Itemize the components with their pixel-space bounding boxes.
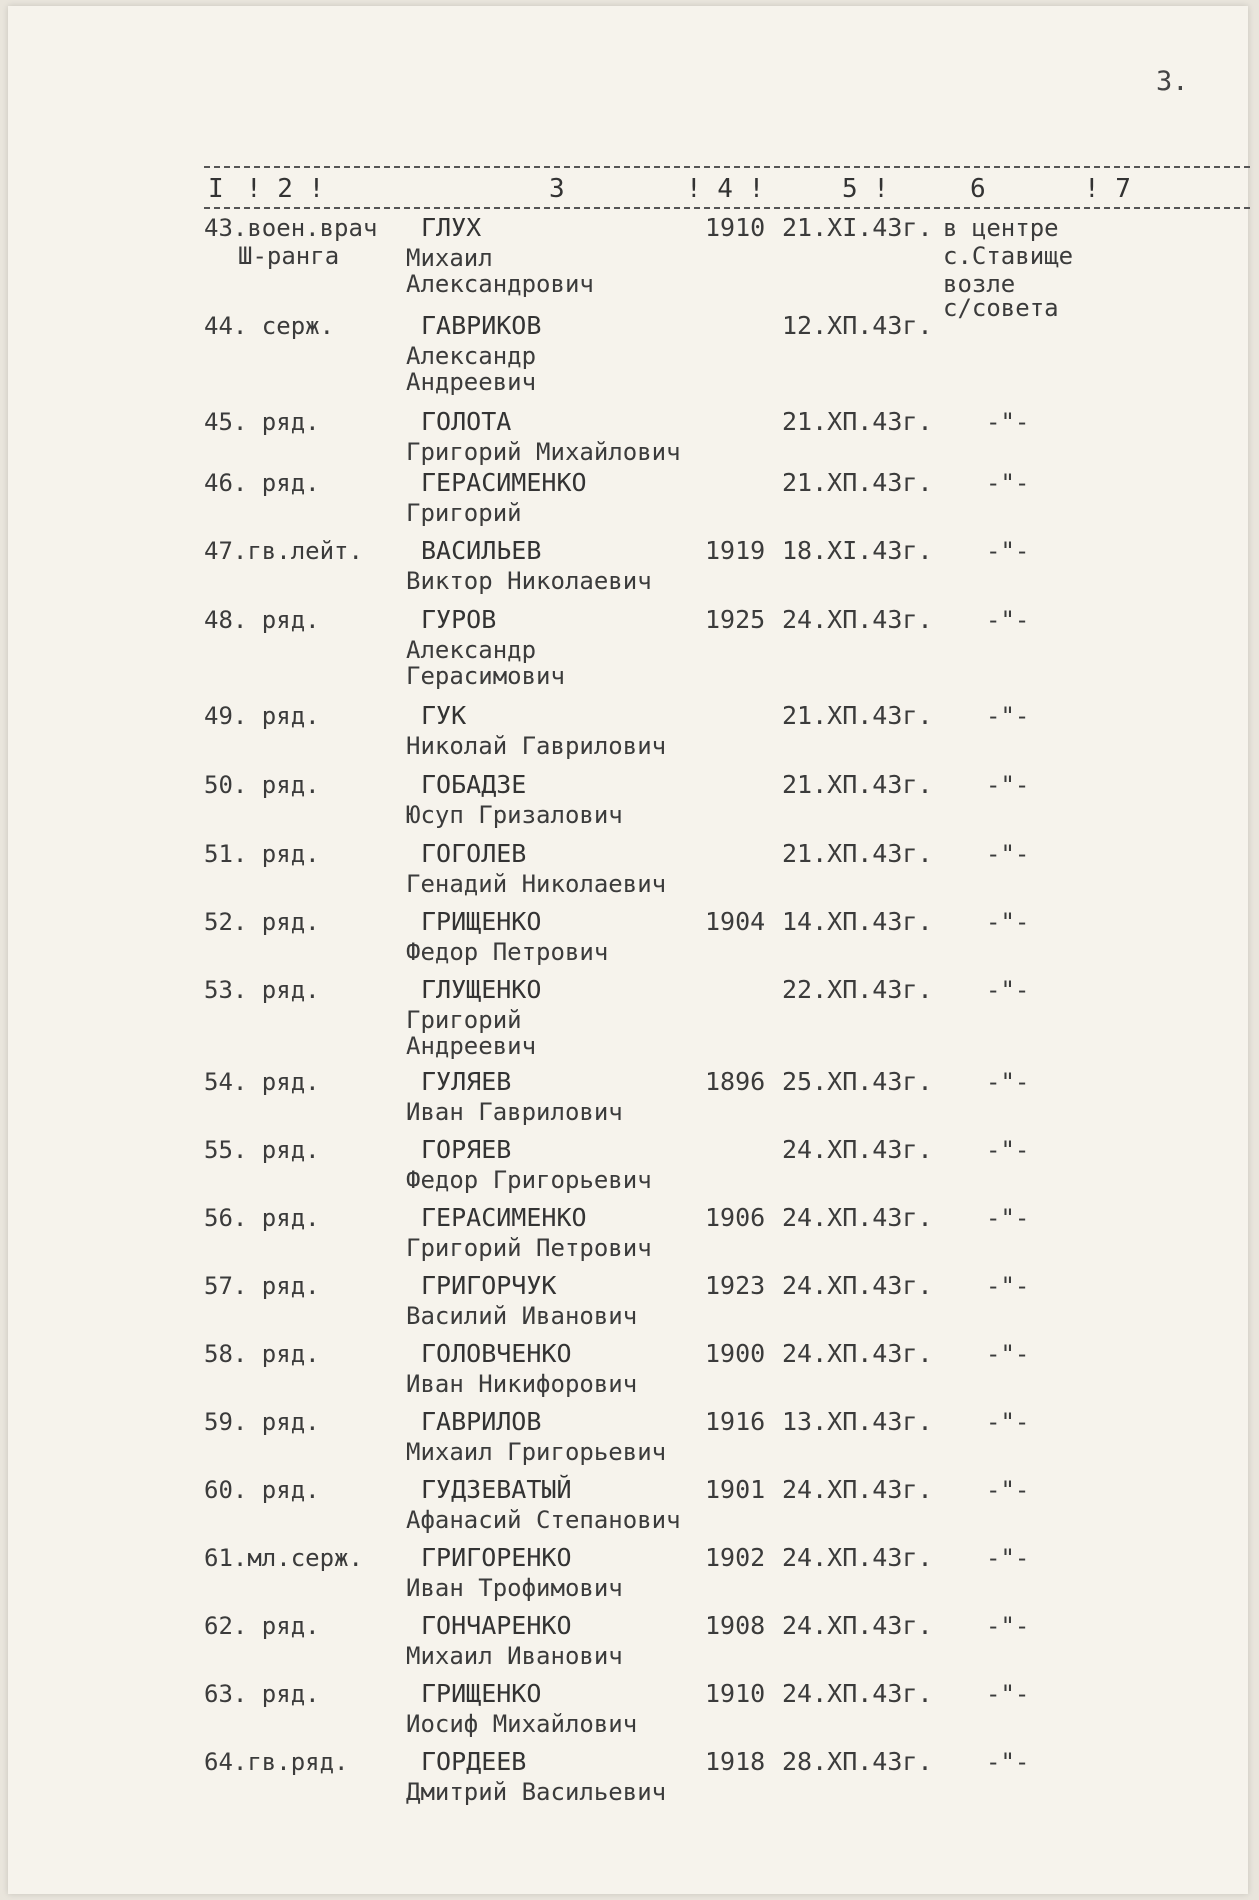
surname: ГОЛОВЧЕНКО	[421, 1339, 572, 1368]
row-number-rank: 64.гв.ряд.	[204, 1748, 349, 1776]
death-date: 24.ХП.43г.	[782, 1679, 933, 1708]
header-col5: 5 !	[842, 174, 889, 204]
given-name: Григорий	[406, 499, 522, 527]
birth-year: 1900	[705, 1339, 766, 1368]
birth-year: 1923	[705, 1271, 766, 1300]
surname: ГРИЩЕНКО	[421, 1679, 542, 1708]
surname: ГУЛЯЕВ	[421, 1067, 512, 1096]
death-date: 24.ХП.43г.	[782, 1543, 933, 1572]
given-name: Александр	[406, 636, 537, 664]
row-number-rank: 53. ряд.	[204, 976, 320, 1004]
ditto-mark: -"-	[986, 1612, 1030, 1640]
header-col6: 6	[970, 174, 986, 204]
ditto-mark: -"-	[986, 1204, 1030, 1232]
surname: ГОЛОТА	[421, 407, 512, 436]
page-number: 3.	[1156, 66, 1189, 97]
given-name: Федор Григорьевич	[406, 1166, 652, 1194]
given-name: Василий Иванович	[406, 1302, 638, 1330]
table-header-rule	[204, 207, 1250, 209]
death-date: 25.ХП.43г.	[782, 1067, 933, 1096]
row-number-rank: 55. ряд.	[204, 1136, 320, 1164]
surname: ГОНЧАРЕНКО	[421, 1611, 572, 1640]
burial-place-line: с/совета	[943, 294, 1059, 322]
given-name: Николай Гаврилович	[406, 732, 667, 760]
ditto-mark: -"-	[986, 976, 1030, 1004]
surname: ГАВРИКОВ	[421, 311, 542, 340]
row-number-rank: 45. ряд.	[204, 408, 320, 436]
ditto-mark: -"-	[986, 1544, 1030, 1572]
given-name: Михаил Григорьевич	[406, 1438, 667, 1466]
ditto-mark: -"-	[986, 1136, 1030, 1164]
ditto-mark: -"-	[986, 1748, 1030, 1776]
ditto-mark: -"-	[986, 840, 1030, 868]
row-number-rank: 47.гв.лейт.	[204, 537, 363, 565]
row-number-rank: 57. ряд.	[204, 1272, 320, 1300]
surname: ГЕРАСИМЕНКО	[421, 1203, 587, 1232]
given-name: Александр	[406, 342, 537, 370]
header-col3: 3	[549, 174, 565, 204]
death-date: 14.ХП.43г.	[782, 907, 933, 936]
given-name: Федор Петрович	[406, 938, 609, 966]
death-date: 21.ХП.43г.	[782, 839, 933, 868]
burial-place-line: в центре	[943, 214, 1059, 242]
death-date: 24.ХП.43г.	[782, 1271, 933, 1300]
given-name: Афанасий Степанович	[406, 1506, 681, 1534]
death-date: 21.ХП.43г.	[782, 770, 933, 799]
death-date: 24.ХП.43г.	[782, 1339, 933, 1368]
row-number-rank: 56. ряд.	[204, 1204, 320, 1232]
death-date: 24.ХП.43г.	[782, 1475, 933, 1504]
birth-year: 1904	[705, 907, 766, 936]
ditto-mark: -"-	[986, 771, 1030, 799]
given-name: Иосиф Михайлович	[406, 1710, 638, 1738]
row-number-rank: 54. ряд.	[204, 1068, 320, 1096]
patronymic: Александрович	[406, 270, 594, 298]
ditto-mark: -"-	[986, 1408, 1030, 1436]
patronymic: Андреевич	[406, 1032, 537, 1060]
given-name: Юсуп Гризалович	[406, 801, 623, 829]
surname: ГОРДЕЕВ	[421, 1747, 527, 1776]
death-date: 21.ХП.43г.	[782, 701, 933, 730]
birth-year: 1925	[705, 605, 766, 634]
given-name: Иван Трофимович	[406, 1574, 623, 1602]
document-page	[8, 6, 1248, 1894]
death-date: 24.ХП.43г.	[782, 1135, 933, 1164]
death-date: 13.ХП.43г.	[782, 1407, 933, 1436]
ditto-mark: -"-	[986, 408, 1030, 436]
birth-year: 1916	[705, 1407, 766, 1436]
given-name: Иван Никифорович	[406, 1370, 638, 1398]
ditto-mark: -"-	[986, 908, 1030, 936]
birth-year: 1908	[705, 1611, 766, 1640]
header-col2: ! 2 !	[246, 174, 325, 204]
surname: ГЛУХ	[421, 213, 482, 242]
row-number-rank: 51. ряд.	[204, 840, 320, 868]
surname: ГОРЯЕВ	[421, 1135, 512, 1164]
ditto-mark: -"-	[986, 702, 1030, 730]
ditto-mark: -"-	[986, 1476, 1030, 1504]
surname: ГУДЗЕВАТЫЙ	[421, 1475, 572, 1504]
birth-year: 1910	[705, 1679, 766, 1708]
surname: ГОБАДЗЕ	[421, 770, 527, 799]
given-name: Григорий Петрович	[406, 1234, 652, 1262]
given-name: Генадий Николаевич	[406, 870, 667, 898]
ditto-mark: -"-	[986, 1680, 1030, 1708]
death-date: 21.ХП.43г.	[782, 407, 933, 436]
row-number-rank: 52. ряд.	[204, 908, 320, 936]
header-col1: I	[208, 174, 224, 204]
ditto-mark: -"-	[986, 1068, 1030, 1096]
surname: ГУРОВ	[421, 605, 497, 634]
given-name: Дмитрий Васильевич	[406, 1778, 667, 1806]
given-name: Виктор Николаевич	[406, 567, 652, 595]
given-name: Михаил	[406, 244, 493, 272]
patronymic: Андреевич	[406, 368, 537, 396]
birth-year: 1902	[705, 1543, 766, 1572]
birth-year: 1918	[705, 1747, 766, 1776]
surname: ГРИГОРЧУК	[421, 1271, 557, 1300]
death-date: 21.ХП.43г.	[782, 468, 933, 497]
row-number-rank: 63. ряд.	[204, 1680, 320, 1708]
burial-place-line: возле	[943, 270, 1016, 298]
row-number-rank: 49. ряд.	[204, 702, 320, 730]
row-number-rank: 61.мл.серж.	[204, 1544, 363, 1572]
death-date: 12.ХП.43г.	[782, 311, 933, 340]
row-number-rank: 60. ряд.	[204, 1476, 320, 1504]
row-number-rank: 46. ряд.	[204, 469, 320, 497]
surname: ГЛУЩЕНКО	[421, 975, 542, 1004]
row-number-rank: 50. ряд.	[204, 771, 320, 799]
patronymic: Герасимович	[406, 662, 565, 690]
surname: ГРИЩЕНКО	[421, 907, 542, 936]
death-date: 24.ХП.43г.	[782, 1611, 933, 1640]
ditto-mark: -"-	[986, 1340, 1030, 1368]
row-number-rank: 59. ряд.	[204, 1408, 320, 1436]
surname: ВАСИЛЬЕВ	[421, 536, 542, 565]
given-name: Михаил Иванович	[406, 1642, 623, 1670]
surname: ГОГОЛЕВ	[421, 839, 527, 868]
ditto-mark: -"-	[986, 606, 1030, 634]
surname: ГЕРАСИМЕНКО	[421, 468, 587, 497]
birth-year: 1896	[705, 1067, 766, 1096]
surname: ГУК	[421, 701, 467, 730]
table-top-rule	[204, 166, 1250, 168]
death-date: 24.ХП.43г.	[782, 605, 933, 634]
rank-second-line: Ш-ранга	[238, 242, 340, 270]
death-date: 21.XI.43г.	[782, 213, 933, 242]
row-number-rank: 58. ряд.	[204, 1340, 320, 1368]
given-name: Григорий	[406, 1006, 522, 1034]
given-name: Григорий Михайлович	[406, 438, 681, 466]
death-date: 24.ХП.43г.	[782, 1203, 933, 1232]
table-header	[204, 174, 1250, 206]
burial-place-line: с.Ставище	[943, 242, 1074, 270]
row-number-rank: 44. серж.	[204, 312, 335, 340]
given-name: Иван Гаврилович	[406, 1098, 623, 1126]
row-number-rank: 62. ряд.	[204, 1612, 320, 1640]
header-col7: ! 7	[1084, 174, 1131, 204]
birth-year: 1901	[705, 1475, 766, 1504]
death-date: 28.ХП.43г.	[782, 1747, 933, 1776]
surname: ГАВРИЛОВ	[421, 1407, 542, 1436]
ditto-mark: -"-	[986, 469, 1030, 497]
row-number-rank: 48. ряд.	[204, 606, 320, 634]
death-date: 18.XI.43г.	[782, 536, 933, 565]
surname: ГРИГОРЕНКО	[421, 1543, 572, 1572]
death-date: 22.ХП.43г.	[782, 975, 933, 1004]
ditto-mark: -"-	[986, 1272, 1030, 1300]
header-col4: ! 4 !	[686, 174, 765, 204]
ditto-mark: -"-	[986, 537, 1030, 565]
birth-year: 1919	[705, 536, 766, 565]
row-number-rank: 43.воен.врач	[204, 214, 378, 242]
birth-year: 1910	[705, 213, 766, 242]
birth-year: 1906	[705, 1203, 766, 1232]
